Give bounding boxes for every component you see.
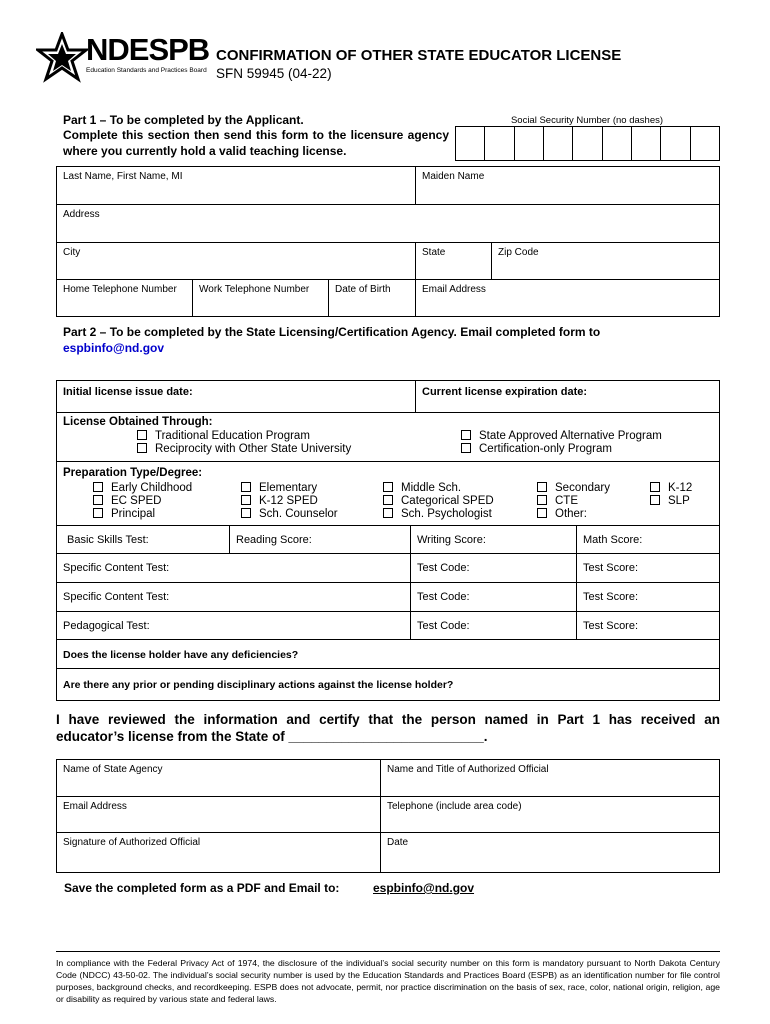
option-alternative[interactable]: State Approved Alternative Program [461, 430, 662, 442]
part2-heading-text: Part 2 – To be completed by the State Licensing/Certification Agency. Email completed form to [63, 325, 601, 339]
footer-divider [56, 951, 720, 952]
prep-label: Preparation Type/Degree: [63, 467, 203, 479]
prep-early-childhood[interactable]: Early Childhood [93, 482, 192, 494]
specific-content-field-2[interactable] [56, 582, 411, 612]
test-code-label: Test Code: [417, 591, 470, 603]
prep-k12[interactable]: K-12 [650, 482, 692, 494]
checkbox-icon [650, 495, 660, 505]
official-phone-label: Telephone (include area code) [387, 801, 522, 812]
dob-field[interactable] [328, 279, 416, 317]
obtained-label: License Obtained Through: [63, 416, 213, 428]
official-name-field[interactable] [380, 759, 720, 797]
specific-content-label: Specific Content Test: [63, 562, 170, 574]
reading-score-field[interactable] [229, 525, 411, 554]
prep-middle-school[interactable]: Middle Sch. [383, 482, 461, 494]
checkbox-icon [383, 508, 393, 518]
option-reciprocity[interactable]: Reciprocity with Other State University [137, 443, 351, 455]
email-label: Email Address [422, 284, 486, 295]
prep-principal[interactable]: Principal [93, 508, 155, 520]
prep-ec-sped[interactable]: EC SPED [93, 495, 162, 507]
zip-label: Zip Code [498, 247, 539, 258]
address-label: Address [63, 209, 100, 220]
city-field[interactable] [56, 242, 416, 280]
deficiencies-label: Does the license holder have any deficiencies? [63, 649, 299, 661]
official-email-field[interactable] [56, 796, 381, 833]
math-score-label: Math Score: [583, 534, 643, 546]
pedagogical-label: Pedagogical Test: [63, 620, 150, 632]
basic-skills-label: Basic Skills Test: [67, 534, 149, 546]
expiration-date-field[interactable] [415, 380, 720, 413]
test-score-field-2[interactable] [576, 582, 720, 612]
dob-label: Date of Birth [335, 284, 391, 295]
zip-field[interactable] [491, 242, 720, 280]
agency-name-field[interactable] [56, 759, 381, 797]
part1-instruction: Complete this section then send this form to the licensure agency where you currently hold a valid teaching license. [63, 128, 449, 158]
email-field[interactable] [415, 279, 720, 317]
form-number: SFN 59945 (04-22) [216, 66, 332, 81]
maiden-name-field[interactable] [415, 166, 720, 205]
city-label: City [63, 247, 81, 258]
checkbox-icon [461, 430, 471, 440]
checkbox-icon [241, 482, 251, 492]
option-certification-only[interactable]: Certification-only Program [461, 443, 612, 455]
prep-counselor[interactable]: Sch. Counselor [241, 508, 338, 520]
disciplinary-label: Are there any prior or pending disciplinary actions against the license holder? [63, 679, 454, 691]
checkbox-icon [383, 482, 393, 492]
official-name-label: Name and Title of Authorized Official [387, 764, 549, 775]
issue-date-label: Initial license issue date: [63, 386, 193, 398]
official-email-label: Email Address [63, 801, 127, 812]
privacy-notice: In compliance with the Federal Privacy Act of 1974, the disclosure of the individual’s social security number on this form is mandatory pursuant to North Dakota Century Code (NDCC) 43-50-02. The individual’s social security number is used by the Education Standards and Practices Board (ESPB) as an identification number for file control purposes, background checks, and recordkeeping. ESPB does not advocate, permit, nor practice discrimination on the basis of sex, race, color, national origin, religion, age or disability as required by various state and federal laws. [56, 958, 720, 1004]
math-score-field[interactable] [576, 525, 720, 554]
work-phone-label: Work Telephone Number [199, 284, 310, 295]
option-traditional[interactable]: Traditional Education Program [137, 430, 310, 442]
certify-line-2: educator’s license from the State of __________________________. [56, 729, 488, 744]
pedagogical-field[interactable] [56, 611, 411, 640]
specific-content-label: Specific Content Test: [63, 591, 170, 603]
signature-field[interactable] [56, 832, 381, 873]
prep-secondary[interactable]: Secondary [537, 482, 610, 494]
test-score-field-3[interactable] [576, 611, 720, 640]
prep-section [56, 461, 720, 526]
checkbox-icon [537, 482, 547, 492]
logo-subtext: Education Standards and Practices Board [86, 67, 207, 74]
star-logo-icon [36, 32, 88, 86]
signature-label: Signature of Authorized Official [63, 837, 201, 848]
expiration-date-label: Current license expiration date: [422, 386, 588, 398]
name-label: Last Name, First Name, MI [63, 171, 183, 182]
checkbox-icon [93, 508, 103, 518]
prep-cte[interactable]: CTE [537, 495, 578, 507]
checkbox-icon [241, 495, 251, 505]
agency-name-label: Name of State Agency [63, 764, 163, 775]
test-code-label: Test Code: [417, 562, 470, 574]
ssn-field[interactable] [455, 126, 720, 161]
part2-email-link[interactable]: espbinfo@nd.gov [63, 340, 165, 355]
reading-score-label: Reading Score: [236, 534, 312, 546]
checkbox-icon [537, 495, 547, 505]
test-score-field-1[interactable] [576, 553, 720, 583]
name-field[interactable] [56, 166, 416, 205]
checkbox-icon [137, 443, 147, 453]
address-field[interactable] [56, 204, 720, 243]
writing-score-label: Writing Score: [417, 534, 486, 546]
test-code-label: Test Code: [417, 620, 470, 632]
date-field[interactable] [380, 832, 720, 873]
save-email-link[interactable]: espbinfo@nd.gov [373, 881, 475, 895]
date-label: Date [387, 837, 409, 848]
prep-categorical-sped[interactable]: Categorical SPED [383, 495, 494, 507]
maiden-label: Maiden Name [422, 171, 485, 182]
part1-heading: Part 1 – To be completed by the Applicant. [63, 113, 304, 127]
checkbox-icon [93, 495, 103, 505]
test-score-label: Test Score: [583, 620, 639, 632]
checkbox-icon [137, 430, 147, 440]
test-score-label: Test Score: [583, 591, 639, 603]
certify-line-1: I have reviewed the information and certify that the person named in Part 1 has received an [56, 712, 720, 727]
checkbox-icon [650, 482, 660, 492]
espb-logo [36, 32, 210, 88]
specific-content-field-1[interactable] [56, 553, 411, 583]
obtained-section [56, 412, 720, 462]
prep-slp[interactable]: SLP [650, 495, 690, 507]
checkbox-icon [383, 495, 393, 505]
home-phone-field[interactable] [56, 279, 193, 317]
writing-score-field[interactable] [410, 525, 577, 554]
prep-k12-sped[interactable]: K-12 SPED [241, 495, 318, 507]
test-code-field-2[interactable] [410, 582, 577, 612]
logo-text: NDESPB [86, 32, 210, 67]
checkbox-icon [93, 482, 103, 492]
test-code-field-1[interactable] [410, 553, 577, 583]
work-phone-field[interactable] [192, 279, 329, 317]
ssn-label: Social Security Number (no dashes) [510, 115, 664, 126]
part2-heading [63, 325, 623, 356]
prep-psychologist[interactable]: Sch. Psychologist [383, 508, 492, 520]
save-instruction: Save the completed form as a PDF and Email to: [64, 881, 340, 895]
state-label: State [422, 247, 446, 258]
deficiencies-field[interactable] [56, 639, 720, 669]
checkbox-icon [537, 508, 547, 518]
issue-date-field[interactable] [56, 380, 416, 413]
prep-other[interactable]: Other: [537, 508, 587, 520]
prep-elementary[interactable]: Elementary [241, 482, 317, 494]
official-phone-field[interactable] [380, 796, 720, 833]
test-score-label: Test Score: [583, 562, 639, 574]
basic-skills-field[interactable] [56, 525, 230, 554]
test-code-field-3[interactable] [410, 611, 577, 640]
checkbox-icon [241, 508, 251, 518]
home-phone-label: Home Telephone Number [63, 284, 177, 295]
state-field[interactable] [415, 242, 492, 280]
checkbox-icon [461, 443, 471, 453]
form-title: CONFIRMATION OF OTHER STATE EDUCATOR LICENSE [216, 47, 622, 64]
disciplinary-field[interactable] [56, 668, 720, 701]
